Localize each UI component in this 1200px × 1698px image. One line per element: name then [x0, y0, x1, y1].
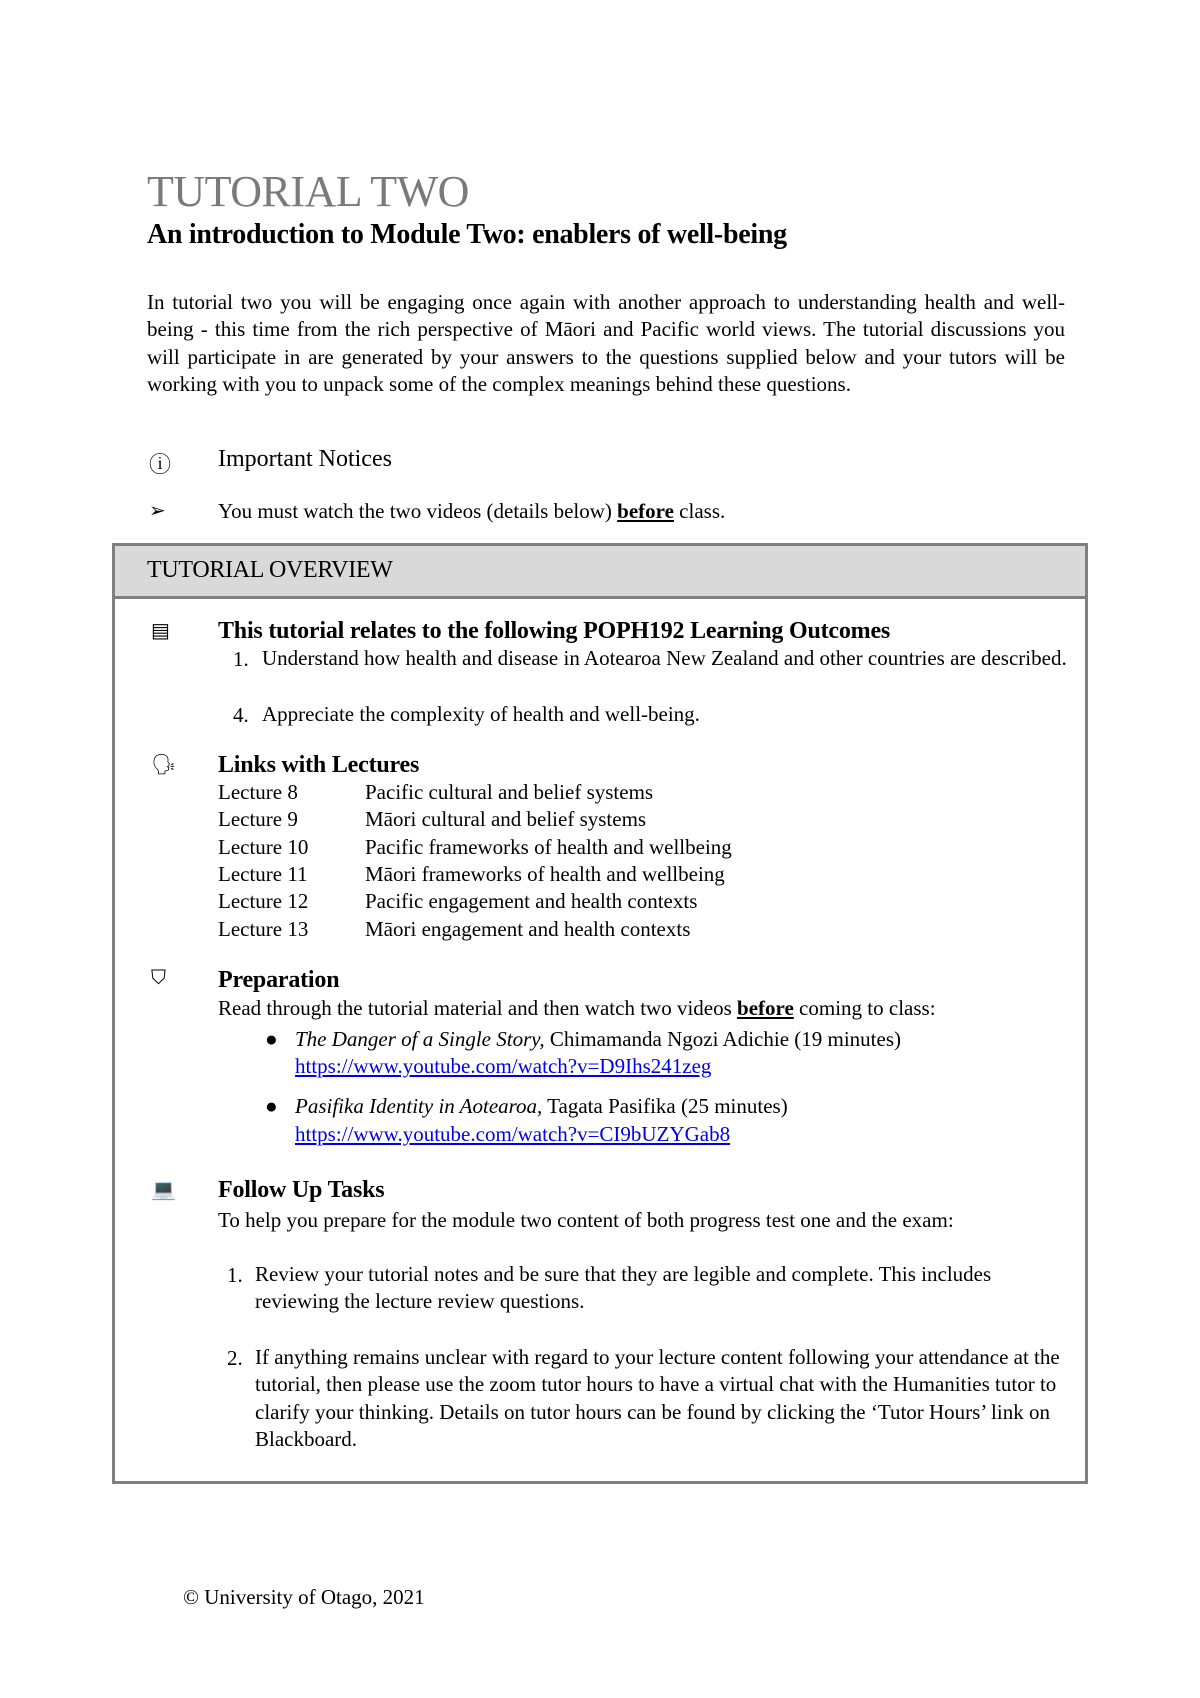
video-detail: Tagata Pasifika (25 minutes) [542, 1094, 788, 1118]
info-icon: ⓘ [149, 452, 172, 477]
preparation-text: Read through the tutorial material and then watch two videos [218, 996, 738, 1020]
lecture-title: Māori frameworks of health and wellbeing [365, 861, 725, 886]
lecture-label: Lecture 10 [218, 834, 309, 859]
followup-item: Review your tutorial notes and be sure that they are legible and complete. This includes reviewing the lecture review questions. [255, 1262, 992, 1314]
notices-heading: Important Notices [218, 446, 392, 472]
bullet-icon: ● [265, 1027, 278, 1051]
lecture-title: Māori cultural and belief systems [365, 807, 647, 832]
followup-intro: To help you prepare for the module two content of both progress test one and the exam: [218, 1208, 954, 1232]
copyright-footer: © University of Otago, 2021 [183, 1585, 425, 1609]
certificate-icon: ▤ [151, 620, 170, 642]
video-item [295, 1093, 788, 1120]
tutorial-overview-box [112, 543, 1088, 1484]
arrow-bullet-icon: ➢ [149, 500, 166, 522]
outcome-item: Appreciate the complexity of health and well-being. [262, 702, 700, 726]
lectures-heading: Links with Lectures [218, 752, 420, 778]
preparation-heading: Preparation [218, 967, 340, 993]
bullet-icon: ● [265, 1094, 278, 1118]
overview-header-label: TUTORIAL OVERVIEW [147, 557, 393, 583]
lecture-title: Pacific frameworks of health and wellbeing [365, 834, 732, 859]
speaking-head-icon: 🗣 [151, 754, 177, 776]
shield-icon: ⛉ [151, 967, 166, 989]
page-subtitle: An introduction to Module Two: enablers of well-being [147, 219, 787, 250]
video-link[interactable]: https://www.youtube.com/watch?v=CI9bUZYGab8 [295, 1122, 731, 1146]
outcome-item: Understand how health and disease in Aotearoa New Zealand and other countries are described. [262, 646, 1067, 670]
outcome-number: 4. [233, 703, 249, 727]
followup-heading: Follow Up Tasks [218, 1177, 385, 1203]
lecture-label: Lecture 8 [218, 780, 298, 804]
followup-item: If anything remains unclear with regard to your lecture content following your attendance at the tutorial, then please use the zoom tutor hours to have a virtual chat with the Humanities tutor to clarify your thinking. Details on tutor hours can be found by clicking the ‘Tutor Hours’ link on Blackboard. [255, 1345, 1060, 1451]
lecture-label: Lecture 9 [218, 807, 298, 832]
preparation-emphasis: before [737, 996, 794, 1020]
page-title: TUTORIAL TWO [147, 167, 469, 216]
outcomes-heading: This tutorial relates to the following POPH192 Learning Outcomes [218, 618, 891, 644]
lecture-title: Pacific engagement and health contexts [365, 889, 698, 914]
notice-item [218, 499, 725, 524]
computer-icon: 💻 [151, 1179, 176, 1201]
followup-number: 1. [227, 1263, 243, 1287]
followup-number: 2. [227, 1346, 243, 1370]
notice-text-end: class. [673, 499, 726, 523]
intro-paragraph: In tutorial two you will be engaging once again with another approach to understanding health and well-being - this time from the rich perspective of Māori and Pacific world views. The tutorial discussions you will participate in are generated by your answers to the questions supplied below and your tutors will be working with you to unpack some of the complex meanings behind these questions. [147, 290, 1065, 396]
lecture-title: Pacific cultural and belief systems [365, 780, 654, 804]
outcome-number: 1. [233, 647, 249, 671]
video-title: The Danger of a Single Story, [295, 1027, 545, 1051]
notice-emphasis: before [617, 499, 674, 523]
preparation-text-end: coming to class: [793, 996, 936, 1020]
lecture-label: Lecture 11 [218, 861, 308, 886]
lecture-label: Lecture 13 [218, 916, 309, 941]
video-link[interactable]: https://www.youtube.com/watch?v=D9Ihs241zeg [295, 1054, 712, 1078]
video-detail: Chimamanda Ngozi Adichie (19 minutes) [544, 1027, 901, 1051]
lecture-label: Lecture 12 [218, 889, 309, 914]
notice-text: You must watch the two videos (details below) [218, 499, 618, 523]
preparation-intro [218, 995, 1078, 1022]
lecture-title: Māori engagement and health contexts [365, 916, 691, 941]
video-item [295, 1026, 901, 1053]
video-title: Pasifika Identity in Aotearoa, [295, 1094, 543, 1118]
overview-header [115, 546, 1085, 599]
